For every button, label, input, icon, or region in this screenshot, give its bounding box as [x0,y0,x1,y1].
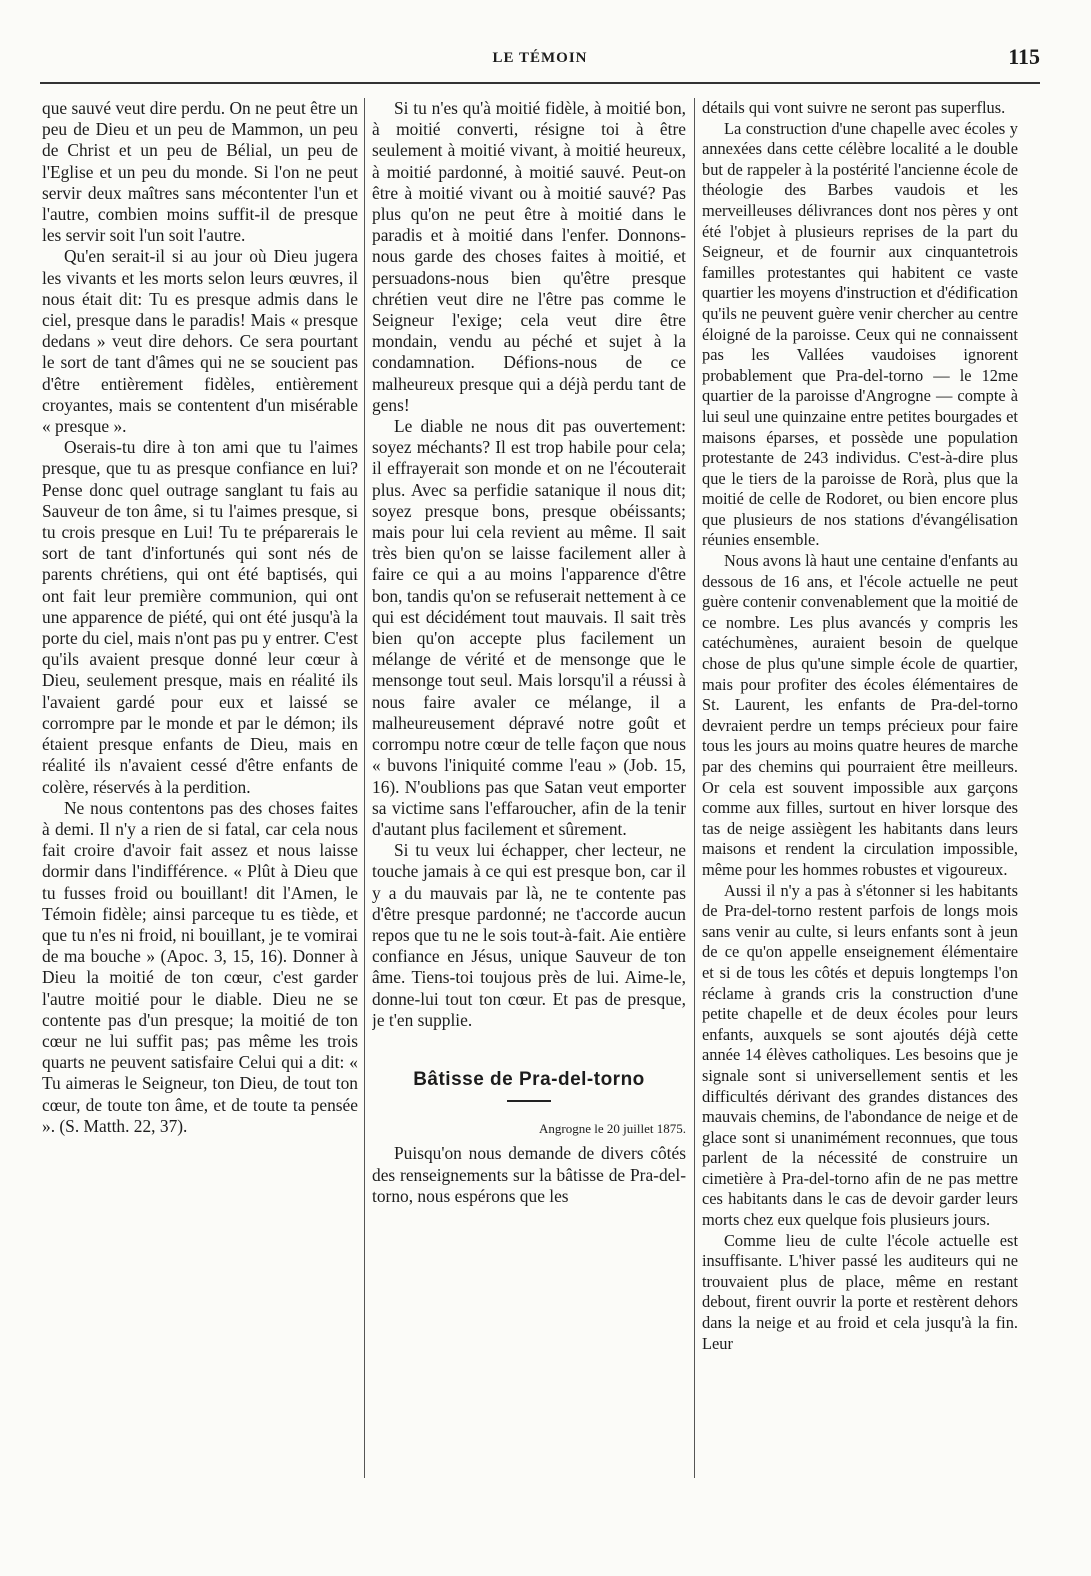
paragraph: que sauvé veut dire perdu. On ne peut être un peu de Dieu et un peu de Mammon, un peu de Christ et un peu de Bélial, un peu de l'Eglise et un peu du monde. Si l'on ne peut servir deux maîtres sans mécontenter l'un et l'autre, combien moins suffit-il de presque les servir soit l'un soit l'autre. [42,98,358,246]
page-number: 115 [1008,44,1040,69]
column-divider [364,98,365,1478]
paragraph: Puisqu'on nous demande de divers côtés des renseignements sur la bâtisse de Pra-del-torno, nous espérons que les [372,1143,686,1206]
running-title: LE TÉMOIN [492,50,588,66]
header-rule [40,82,1040,84]
paragraph: détails qui vont suivre ne seront pas superflus. [702,98,1006,117]
paragraph: Si tu veux lui échapper, cher lecteur, ne touche jamais à ce qui est presque bon, car il y a du mauvais par là, ne te contente pas d'être presque pardonné; ne t'accorde aucun repos que tu ne le sois tout-à-fait. Aie entière confiance en Jésus, unique Sauveur de ton âme. Tiens-toi toujous près de lui. Aime-le, donne-lui tout ton cœur. Et pas de presque, je t'en supplie. [372,840,686,1030]
paragraph: Qu'en serait-il si au jour où Dieu jugera les vivants et les morts selon leurs œuvres, il nous était dit: Tu es presque admis dans le ciel, presque dans le paradis! Mais « presque dedans » veut dire dehors. Ce sera pourtant le sort de tant d'âmes qui ne se soucient pas d'être entièrement fidèles, entièrement croyantes, mais se contentent d'un misérable « presque ». [42,246,358,437]
paragraph: Oserais-tu dire à ton ami que tu l'aimes presque, que tu as presque confiance en lui? Pense donc quel outrage sanglant tu fais au Sauveur de ton âme, si tu l'aimes presque, si tu crois presque en Lui! Tu te préparerais le sort de tant d'infortunés qui sont nés de parents chrétiens, qui ont été baptisés, qui ont fait leur première communion, qui ont une apparence de piété, qui ont été jusqu'à la porte du ciel, mais n'ont pas pu y entrer. C'est qu'ils avaient presque donné leur cœur à Dieu, seulement presque, mais en réalité ils l'avaient gardé pour eux et laissé se corrompre par le monde et par le démon; ils étaient presque enfants de Dieu, mais en réalité ils n'avaient cessé d'être enfants de colère, réservés à la perdition. [42,437,358,797]
dateline: Angrogne le 20 juillet 1875. [539,1121,686,1137]
title-rule [507,1100,551,1102]
paragraph: La construction d'une chapelle avec écoles y annexées dans cette célèbre localité a le double but de rappeler à la postérité l'ancienne école de théologie des Barbes vaudois et les merveilleuses délivrances dont nos pères y ont été l'objet à plusieurs reprises de la part du Seigneur, et de fournir aux cinquantetrois familles protestantes qui habitent ce vaste quartier les moyens d'instruction et d'édification qu'ils ne peuvent guère venir chercher au centre éloigné de la paroisse. Ceux qui ne connaissent pas les Vallées vaudoises ignorent probablement que Pra-del-torno — le 12me quartier de la paroisse d'Angrogne — compte à lui seul une quinzaine entre petites bourgades et maisons éparses, et possède une population protestante de 243 individus. C'est-à-dire plus que le tiers de la paroisse de Rorà, plus que la moitié de celle de Rodoret, ou bien encore plus que plusieurs de nos stations d'évangélisation réunies ensemble. [702,118,1018,550]
column-divider [694,98,695,1478]
paragraph: Ne nous contentons pas des choses faites à demi. Il n'y a rien de si fatal, car cela nous fait croire d'avoir fait assez et nous laisse dormir dans l'indifférence. « Plût à Dieu que tu fusses froid ou bouillant! dit l'Amen, le Témoin fidèle; ainsi parceque tu es tiède, et que tu n'es ni froid, ni bouillant, je te vomirai de ma bouche » (Apoc. 3, 15, 16). Donner à Dieu la moitié de ton cœur, c'est garder l'autre moitié pour le diable. Dieu ne se contente pas d'un presque; la moitié de ton cœur ne lui suffit pas; pas même les trois quarts ne peuvent satisfaire Celui qui a dit: « Tu aimeras le Seigneur, ton Dieu, de tout ton cœur, de toute ton âme, et de toute ta pensée ». (S. Matth. 22, 37). [42,797,358,1136]
paragraph: Si tu n'es qu'à moitié fidèle, à moitié bon, à moitié converti, résigne toi à être seulement à moitié vivant, à moitié heureux, à moitié pardonné, à moitié sauvé. Peut-on être à moitié vivant ou à moitié sauvé? Pas plus qu'on ne peut être à moitié dans le paradis et à moitié dans l'enfer. Donnons-nous garde des choses faites à moitié, et persuadons-nous bien qu'être presque chrétien veut dire ne l'être pas comme le Seigneur l'exige; cela veut dire être mondain, vendu au péché et sujet à la condamnation. Défions-nous de ce malheureux presque qui a déjà perdu tant de gens! [372,98,686,415]
paragraph: Aussi il n'y a pas à s'étonner si les habitants de Pra-del-torno restent parfois de longs mois sans venir au culte, si leurs enfants sont à jeun de ce qu'on appelle enseignement élémentaire et si de tous les côtés et depuis longtemps l'on réclame à grands cris la construction d'une petite chapelle et de deux écoles pour leurs enfants, auxquels se sont ajoutés déjà cette année 14 élèves catholiques. Les besoins que je signale sont si universellement sentis et les difficultés dérivant des grandes distances des mauvais chemins, de l'abondance de neige et de glace sont si unanimément reconnues, que tous parlent de la nécessité de construire un cimetière à Pra-del-torno afin de ne pas mettre ces habitants dans le cas de devoir garder leurs morts chez eux quelque fois plusieurs jours. [702,880,1018,1230]
section-title: Bâtisse de Pra-del-torno [413,1068,645,1090]
column-middle [372,98,686,1478]
column-left [42,98,358,1478]
page-header [40,40,1040,76]
paragraph: Nous avons là haut une centaine d'enfants au dessous de 16 ans, et l'école actuelle ne peut guère contenir convenablement que la moitié de ce nombre. Les plus avancés y compris les catéchumènes, auraient besoin de quelque chose de plus qu'une simple école de quartier, mais pour profiter des écoles élémentaires de St. Laurent, les enfants de Pra-del-torno devraient perdre un temps précieux pour faire tous les jours au moins quatre heures de marche par des chemins qui pourraient être meilleurs. Or cela est souvent impossible aux garçons comme aux filles, surtout en hiver lorsque des tas de neige assiègent les habitants dans leurs maisons et rendent la circulation impossible, même pour les hommes robustes et vigoureux. [702,551,1018,879]
column-right [702,98,1018,1478]
paragraph: Comme lieu de culte l'école actuelle est insuffisante. L'hiver passé les auditeurs qui ne trouvaient plus de place, même en restant debout, firent ouvrir la porte et restèrent dehors dans la neige et au froid et cela jusqu'à la fin. Leur [702,1230,1018,1353]
paragraph: Le diable ne nous dit pas ouvertement: soyez méchants? Il est trop habile pour cela; il effrayerait son monde et on ne l'écouterait plus. Avec sa perfidie satanique il nous dit; soyez presque bons, presque obéissants; mais pour lui cela revient au même. Il sait très bien qu'on se laisse facilement aller à faire ce qui a au moins l'apparence d'être bon, tandis qu'on se refuserait nettement à ce qui est décidément tout mauvais. Il sait très bien qu'on accepte plus facilement un mélange de vérité et de mensonge que le mensonge tout seul. Mais lorsqu'il a réussi à nous faire avaler ce mélange, il a malheureusement dépravé notre goût et corrompu notre cœur de telle façon que nous « buvons l'iniquité comme l'eau » (Job. 15, 16). N'oublions pas que Satan veut emporter sa victime sans l'effaroucher, afin de la tenir d'autant plus facilement et sûrement. [372,416,686,839]
